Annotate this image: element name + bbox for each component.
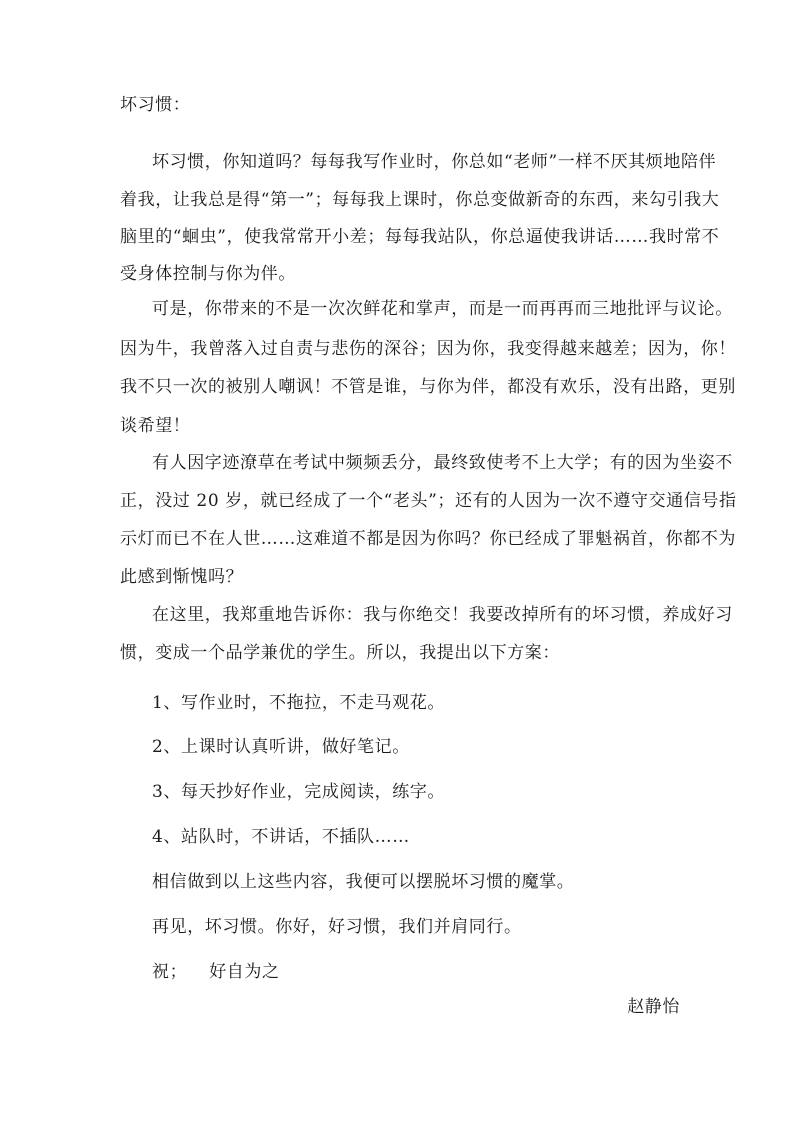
paragraph-1-line-1: 坏习惯，你知道吗？每每我写作业时，你总如“老师”一样不厌其烦地陪伴 bbox=[152, 152, 717, 172]
plan-item-4: 4、站队时，不讲话，不插队…… bbox=[152, 827, 410, 847]
paragraph-3-line-4: 此感到惭愧吗？ bbox=[120, 567, 244, 587]
wish-label: 祝； bbox=[152, 962, 188, 982]
plan-item-3: 3、每天抄好作业，完成阅读，练字。 bbox=[152, 782, 446, 802]
paragraph-2-line-3: 我不只一次的被别人嘲讽！不管是谁，与你为伴，都没有欢乐，没有出路，更别 bbox=[120, 377, 736, 397]
signature: 赵静怡 bbox=[627, 997, 680, 1017]
wish-text: 好自为之 bbox=[209, 962, 280, 982]
wish-line bbox=[152, 961, 280, 983]
plan-item-1: 1、写作业时，不拖拉，不走马观花。 bbox=[152, 693, 446, 713]
paragraph-2-line-1: 可是，你带来的不是一次次鲜花和掌声，而是一而再再而三地批评与议论。 bbox=[152, 299, 733, 319]
paragraph-2-line-2: 因为牛，我曾落入过自责与悲伤的深谷；因为你，我变得越来越差；因为，你！ bbox=[120, 339, 736, 359]
plan-item-2: 2、上课时认真听讲，做好笔记。 bbox=[152, 737, 410, 757]
paragraph-4-line-1: 在这里，我郑重地告诉你：我与你绝交！我要改掉所有的坏习惯，养成好习 bbox=[152, 605, 733, 625]
closing-line-2: 再见，坏习惯。你好，好习惯，我们并肩同行。 bbox=[152, 917, 522, 937]
paragraph-4-line-2: 惯，变成一个品学兼优的学生。所以，我提出以下方案： bbox=[120, 643, 560, 663]
paragraph-3-line-3: 示灯而已不在人世……这难道不都是因为你吗？你已经成了罪魁祸首，你都不为 bbox=[120, 529, 736, 549]
closing-line-1: 相信做到以上这些内容，我便可以摆脱坏习惯的魔掌。 bbox=[152, 872, 575, 892]
greeting: 坏习惯： bbox=[120, 95, 191, 115]
paragraph-2-line-4: 谈希望！ bbox=[120, 416, 191, 436]
paragraph-1-line-2: 着我，让我总是得“第一”；每每我上课时，你总变做新奇的东西，来勾引我大 bbox=[120, 190, 720, 210]
paragraph-1-line-4: 受身体控制与你为伴。 bbox=[120, 264, 296, 284]
paragraph-3-line-1: 有人因字迹潦草在考试中频频丢分，最终致使考不上大学；有的因为坐姿不 bbox=[152, 453, 733, 473]
paragraph-3-line-2: 正，没过 20 岁，就已经成了一个“老头”；还有的人因为一次不遵守交通信号指 bbox=[120, 491, 737, 511]
paragraph-1-line-3: 脑里的“蛔虫”，使我常常开小差；每每我站队，你总逼使我讲话……我时常不 bbox=[120, 227, 720, 247]
